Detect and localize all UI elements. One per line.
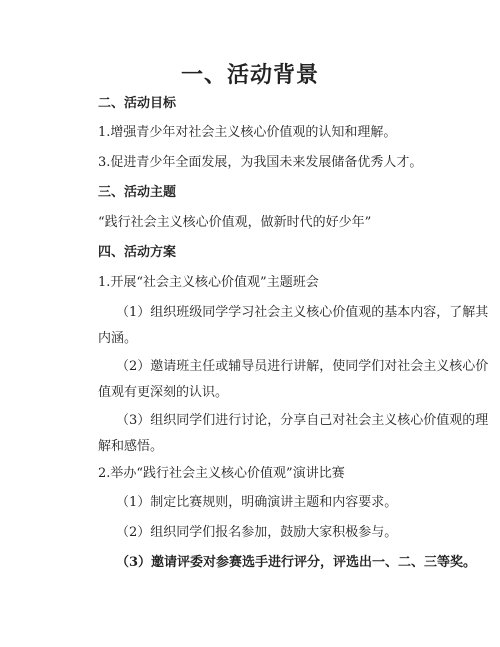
plan-1-subitem-3 <box>98 408 489 460</box>
plan-item-2: 2.举办“践行社会主义核心价值观”演讲比赛 <box>98 466 345 481</box>
plan-2-subitem-3: （3）邀请评委对参赛选手进行评分，评选出一、二、三等奖。 <box>116 555 477 570</box>
plan-1-subitem-2-line-2: 值观有更深刻的认识。 <box>98 385 229 400</box>
plan-1-subitem-1 <box>98 300 489 352</box>
goal-item-3: 3.促进青少年全面发展，为我国未来发展储备优秀人才。 <box>98 155 423 170</box>
plan-1-subitem-3-line-2: 解和感悟。 <box>98 439 164 454</box>
section-heading-theme: 三、活动主题 <box>98 185 177 200</box>
plan-1-subitem-2 <box>98 354 489 406</box>
section-heading-plan: 四、活动方案 <box>98 245 177 260</box>
plan-item-1: 1.开展“社会主义核心价值观”主题班会 <box>98 275 319 290</box>
goal-item-1: 1.增强青少年对社会主义核心价值观的认知和理解。 <box>98 125 397 140</box>
plan-2-subitem-2: （2）组织同学们报名参加，鼓励大家积极参与。 <box>116 525 398 540</box>
plan-1-subitem-3-line-1: （3）组织同学们进行讨论，分享自己对社会主义核心价值观的理 <box>116 413 489 428</box>
theme-text: “践行社会主义核心价值观，做新时代的好少年” <box>98 215 372 230</box>
section-heading-goals: 二、活动目标 <box>98 96 177 111</box>
plan-1-subitem-1-line-2: 内涵。 <box>98 331 138 346</box>
plan-1-subitem-2-line-1: （2）邀请班主任或辅导员进行讲解，使同学们对社会主义核心价 <box>116 359 489 374</box>
page-title: 一、活动背景 <box>180 62 319 88</box>
plan-2-subitem-1: （1）制定比赛规则，明确演讲主题和内容要求。 <box>116 495 398 510</box>
plan-1-subitem-1-line-1: （1）组织班级同学学习社会主义核心价值观的基本内容，了解其 <box>116 305 489 320</box>
